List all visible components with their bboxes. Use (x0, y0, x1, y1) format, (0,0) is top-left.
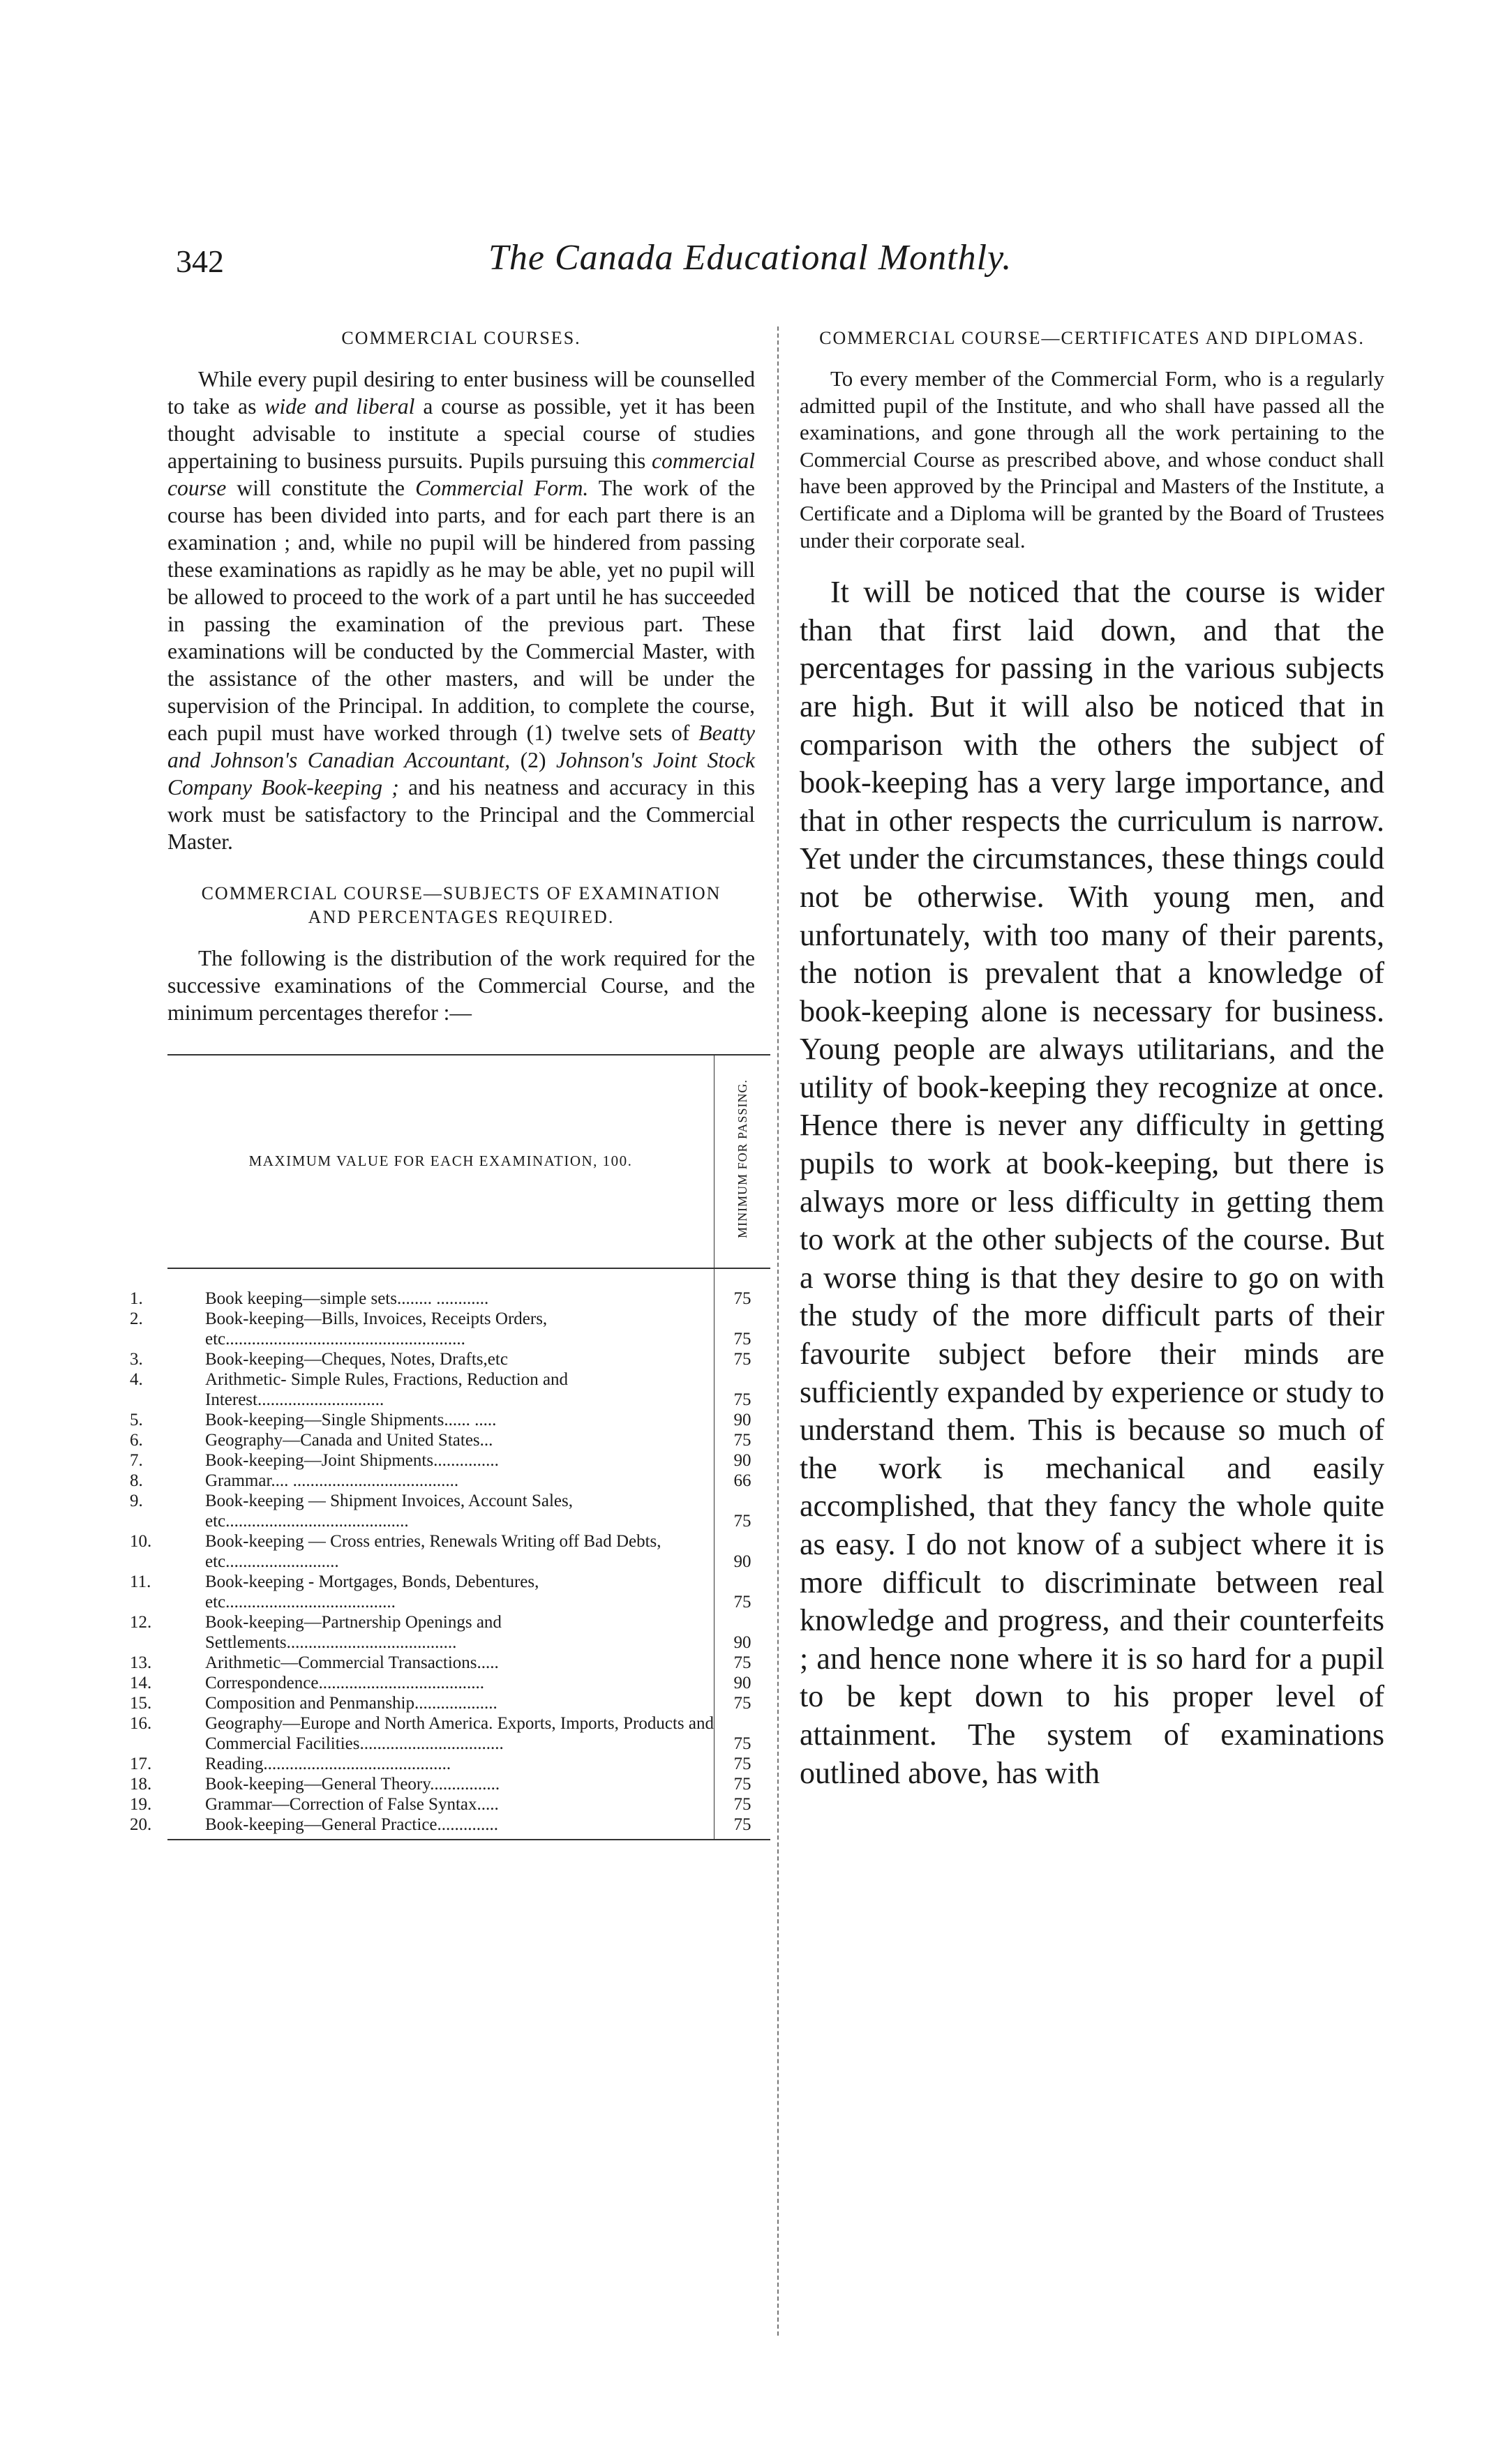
table-body (130, 1289, 770, 1835)
exam-number: 3. (130, 1349, 143, 1369)
minimum-percentage: 75 (714, 1349, 771, 1369)
right-column (800, 326, 1384, 1792)
exam-subject: 6. Geography—Canada and United States... (130, 1430, 493, 1450)
exam-number: 9. (130, 1491, 143, 1510)
table-row (167, 1653, 770, 1673)
section-heading-commercial-courses: COMMERCIAL COURSES. (341, 328, 581, 348)
table-row (167, 1794, 770, 1815)
table-row (167, 1612, 770, 1653)
table-header-maximum: MAXIMUM VALUE FOR EACH EXAMINATION, 100. (167, 1055, 714, 1268)
exam-number: 17. (130, 1754, 152, 1773)
minimum-percentage: 90 (714, 1612, 771, 1653)
exam-number: 13. (130, 1653, 152, 1672)
exam-subject: 17. Reading........................................... (130, 1754, 451, 1773)
exam-subject: 9. Book-keeping — Shipment Invoices, Account Sales, etc.......................................... (130, 1491, 574, 1531)
minimum-percentage: 75 (714, 1774, 771, 1794)
table-row (167, 1673, 770, 1693)
exam-distribution-table (130, 1054, 770, 1840)
journal-title: The Canada Educational Monthly. (488, 238, 1012, 278)
exam-subject: 3. Book-keeping—Cheques, Notes, Drafts,etc (130, 1349, 508, 1369)
exam-subject: 2. Book-keeping—Bills, Invoices, Receipts Orders, etc....................................................... (130, 1309, 548, 1349)
exam-number: 10. (130, 1531, 152, 1551)
exam-subject: 7. Book-keeping—Joint Shipments............... (130, 1450, 499, 1470)
text-run: (2) (510, 748, 557, 772)
table-row (167, 1531, 770, 1572)
exam-number: 19. (130, 1794, 152, 1814)
italic-title-run: wide and liberal (264, 394, 415, 419)
table-row (167, 1289, 770, 1309)
minimum-percentage: 75 (714, 1309, 771, 1349)
minimum-percentage: 75 (714, 1693, 771, 1713)
exam-subject: 11. Book-keeping - Mortgages, Bonds, Debentures, etc....................................... (130, 1572, 539, 1612)
table-row (167, 1693, 770, 1713)
table-header-minimum: MINIMUM FOR PASSING. (714, 1055, 771, 1268)
exam-number: 16. (130, 1713, 152, 1733)
editorial-paragraph: It will be noticed that the course is wider than that first laid down, and that the percentages for passing in the various subjects are high. But it will also be noticed that in comparison with the others the subject of book-keeping has a very large importance, and that in other respects the curriculum is narrow. Yet under the circumstances, these things could not be otherwise. With young men, and unfortunately, with too many of their parents, the notion is prevalent that a knowledge of book-keeping alone is necessary for business. Young people are always utilitarians, and the utility of book-keeping they recognize at once. Hence there is never any difficulty in getting pupils to work at book-keeping, but there is always more or less difficulty in getting them to work at the other subjects of the course. But a worse thing is that they desire to go on with the study of the more difficult parts of their favourite subject before their minds are sufficiently expanded by experience or study to understand them. This is because so much of the work is mechanical and easily accomplished, that they fancy the whole quite as easy. I do not know of a subject where it is more difficult to discriminate between real knowledge and progress, and their counterfeits ; and hence none where it is so hard for a pupil to be kept down to his proper level of attainment. The system of examinations outlined above, has with (800, 575, 1384, 1790)
section-heading-subjects: COMMERCIAL COURSE—SUBJECTS OF EXAMINATION AND PERCENTAGES REQUIRED. (201, 883, 721, 927)
left-column (130, 326, 755, 1840)
commercial-courses-paragraph (167, 366, 755, 855)
text-run: and his neatness and accuracy in this work must be satisfactory to the Principal and the Commercial Master. (167, 775, 755, 854)
table-row (167, 1491, 770, 1531)
table-row (167, 1450, 770, 1471)
page-number: 342 (176, 243, 224, 279)
exam-number: 20. (130, 1815, 152, 1834)
table-row (167, 1369, 770, 1410)
exam-number: 15. (130, 1693, 152, 1713)
exam-subject: 4. Arithmetic- Simple Rules, Fractions, Reduction and Interest............................. (130, 1369, 569, 1409)
minimum-percentage: 90 (714, 1531, 771, 1572)
exam-number: 12. (130, 1612, 152, 1632)
exam-number: 6. (130, 1430, 143, 1450)
exam-subject: 1. Book keeping—simple sets........ ............ (130, 1289, 489, 1308)
exam-subject: 16. Geography—Europe and North America. Exports, Imports, Products and Commercial Facilities................................. (130, 1713, 714, 1753)
exam-subject: 19. Grammar—Correction of False Syntax..... (130, 1794, 499, 1814)
text-run: will constitute the (226, 476, 416, 500)
distribution-paragraph: The following is the distribution of the work required for the successive examinations of the Commercial Course, and the minimum percentages therefor :— (167, 946, 755, 1025)
exam-subject: 12. Book-keeping—Partnership Openings and Settlements....................................... (130, 1612, 502, 1652)
table-row (167, 1572, 770, 1612)
exam-number: 18. (130, 1774, 152, 1794)
exam-number: 11. (130, 1572, 151, 1591)
exam-number: 8. (130, 1471, 143, 1490)
exam-subject: 15. Composition and Penmanship................... (130, 1693, 497, 1713)
exam-subject: 5. Book-keeping—Single Shipments...... ..... (130, 1410, 497, 1429)
table-row (167, 1349, 770, 1369)
certificates-paragraph: To every member of the Commercial Form, who is a regularly admitted pupil of the Institute, and who shall have passed all the examinations, and gone through all the work pertaining to the Commercial Course as prescribed above, and whose conduct shall have been approved by the Principal and Masters of the Institute, a Certificate and a Diploma will be granted by the Board of Trustees under their corporate seal. (800, 366, 1384, 553)
table-row (167, 1410, 770, 1430)
minimum-percentage: 75 (714, 1754, 771, 1774)
italic-title-run: Johnson's Joint Stock Company Book-keeping ; (167, 748, 755, 799)
minimum-percentage: 90 (714, 1673, 771, 1693)
column-divider (777, 326, 779, 2336)
minimum-percentage: 75 (714, 1794, 771, 1815)
exam-subject: 20. Book-keeping—General Practice.............. (130, 1815, 499, 1834)
table-row (167, 1754, 770, 1774)
table-row (167, 1309, 770, 1349)
minimum-percentage: 75 (714, 1653, 771, 1673)
exam-subject: 18. Book-keeping—General Theory................ (130, 1774, 500, 1794)
exam-number: 7. (130, 1450, 143, 1470)
minimum-percentage: 75 (714, 1369, 771, 1410)
minimum-percentage: 75 (714, 1430, 771, 1450)
minimum-percentage: 75 (714, 1491, 771, 1531)
italic-title-run: Commercial Form. (415, 476, 589, 500)
table-row (167, 1471, 770, 1491)
table-row (167, 1815, 770, 1835)
section-heading-certificates: COMMERCIAL COURSE—CERTIFICATES AND DIPLOMAS. (819, 328, 1365, 348)
table-row (167, 1430, 770, 1450)
table-row (167, 1774, 770, 1794)
minimum-percentage: 90 (714, 1450, 771, 1471)
exam-number: 2. (130, 1309, 143, 1328)
exam-subject: 10. Book-keeping — Cross entries, Renewals Writing off Bad Debts, etc.......................... (130, 1531, 661, 1571)
page-header (0, 237, 1489, 293)
minimum-percentage: 75 (714, 1713, 771, 1754)
minimum-percentage: 90 (714, 1410, 771, 1430)
exam-number: 1. (130, 1289, 143, 1308)
exam-number: 4. (130, 1369, 143, 1389)
minimum-percentage: 66 (714, 1471, 771, 1491)
italic-title-run: commercial course (167, 449, 755, 500)
italic-title-run: Beatty and Johnson's Canadian Accountant, (167, 721, 755, 772)
exam-subject: 13. Arithmetic—Commercial Transactions..... (130, 1653, 499, 1672)
exam-subject: 14. Correspondence...................................... (130, 1673, 484, 1692)
minimum-percentage: 75 (714, 1815, 771, 1835)
minimum-percentage: 75 (714, 1289, 771, 1309)
table-row (167, 1713, 770, 1754)
minimum-percentage: 75 (714, 1572, 771, 1612)
text-run: The work of the course has been divided into parts, and for each part there is an examination ; and, while no pupil will be hindered from passing these examinations as rapidly as he may be able, yet no pupil will be allowed to proceed to the work of a part until he has succeeded in passing the examination of the previous part. These examinations will be conducted by the Commercial Master, with the assistance of the other masters, and will be under the supervision of the Principal. In addition, to complete the course, each pupil must have worked through (1) twelve sets of (167, 476, 755, 745)
exam-number: 14. (130, 1673, 152, 1692)
text-run: a course as possible, yet it has been thought advisable to institute a special course of studies appertaining to business pursuits. Pupils pursuing this (167, 394, 755, 473)
text-run: While every pupil desiring to enter business will be counselled to take as (167, 367, 755, 419)
exam-subject: 8. Grammar.... ...................................... (130, 1471, 459, 1490)
exam-number: 5. (130, 1410, 143, 1429)
